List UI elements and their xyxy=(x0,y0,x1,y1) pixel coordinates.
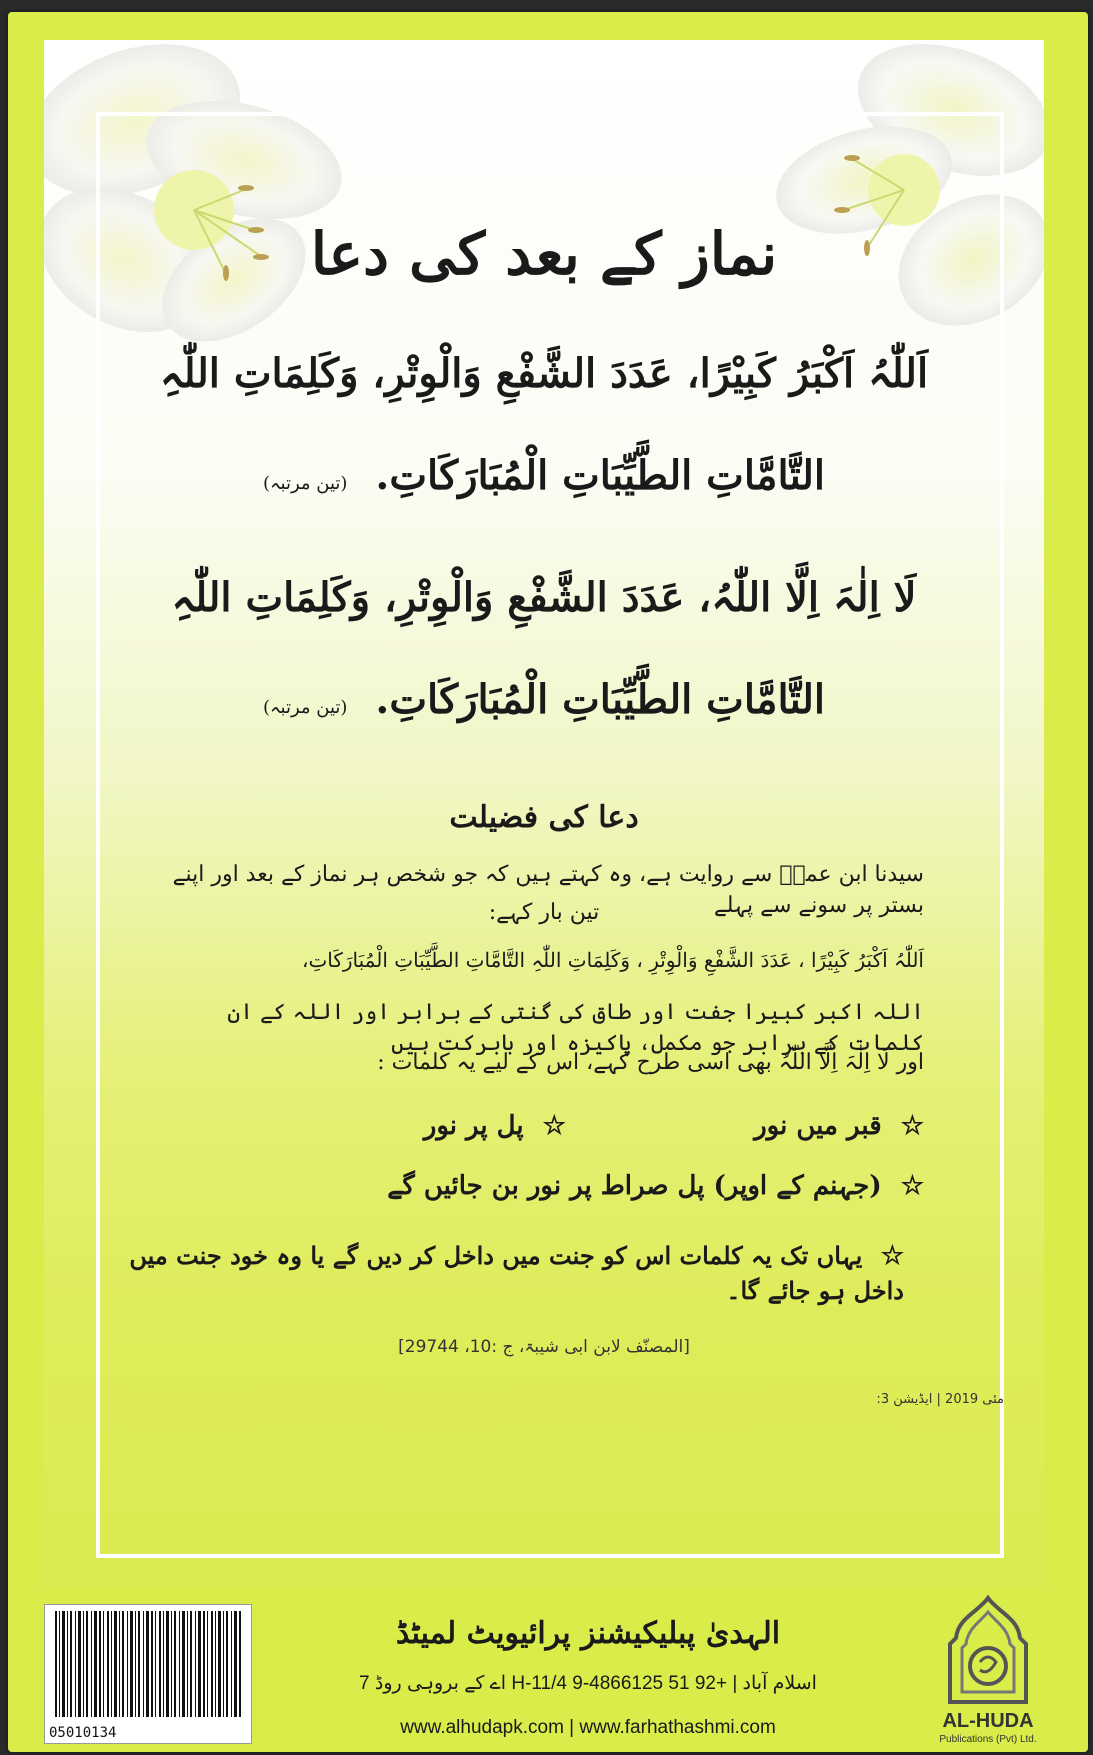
dua-2-times: (تین مرتبہ) xyxy=(262,697,348,718)
edition-label: مئی 2019 | ایڈیشن 3: xyxy=(876,1392,1004,1407)
publisher-name: الہدیٰ پبلیکیشنز پرائیویٹ لمیٹڈ xyxy=(395,1616,781,1651)
bullet-3: (جہنم کے اوپر) پل صراط پر نور بن جائیں گے xyxy=(387,1171,882,1201)
bullet-row-1 xyxy=(164,1108,924,1144)
virtue-para-2: اللہ اکبر کبیرا جفت اور طاق کی گنتی کے برابر اور اللہ کے ان کلمات کے برابر جو مکمل، پاکیزہ اور بابرکت ہیں xyxy=(227,1000,924,1056)
virtue-arabic: اَللّٰہُ اَکْبَرُ کَبِیْرًا ، عَدَدَ الشَّفْعِ وَالْوِتْرِ ، وَکَلِمَاتِ اللّٰہِ التَّامَّاتِ الطَّیِّبَاتِ الْمُبَارَکَاتِ، xyxy=(302,948,924,972)
virtue-para-1: سیدنا ابن عمرؓ سے روایت ہے، وہ کہتے ہیں کہ جو شخص ہر نماز کے بعد اور اپنے بستر پر سونے سے پہلے xyxy=(172,862,924,918)
reference: [المصنّف لابن ابی شیبۃ، ج :10، 29744] xyxy=(398,1337,690,1357)
virtue-para-3: اور لَا اِلٰہَ اِلَّا اللّٰہُ بھی اسی طرح کہے، اس کے لیے یہ کلمات : xyxy=(377,1050,924,1075)
virtue-heading: دعا کی فضیلت xyxy=(449,800,639,835)
dua-1-line-1: اَللّٰہُ اَکْبَرُ کَبِیْرًا، عَدَدَ الشَّفْعِ وَالْوِتْرِ، وَکَلِمَاتِ اللّٰہِ xyxy=(159,350,929,397)
star-icon: ☆ xyxy=(542,1111,566,1141)
publisher-address: 7 اے کے بروہی روڈ H-11/4 اسلام آباد | +92 51 4866125-9 xyxy=(359,1673,817,1694)
page-title: نماز کے بعد کی دعا xyxy=(310,220,778,288)
bullet-row-2 xyxy=(164,1168,924,1204)
dua-2-line-2-text: التَّامَّاتِ الطَّیِّبَاتِ الْمُبَارَکَاتِ. xyxy=(375,676,825,723)
barcode-number: 05010134 xyxy=(49,1725,117,1741)
barcode-bars-icon xyxy=(53,1611,243,1717)
star-icon: ☆ xyxy=(900,1111,924,1141)
bullet-row-3 xyxy=(84,1238,904,1308)
dua-1-line-2 xyxy=(124,452,964,500)
bullet-1: قبر میں نور xyxy=(754,1111,882,1141)
card xyxy=(8,12,1088,1752)
logo-text: AL-HUDA xyxy=(942,1710,1034,1732)
logo-subtext: Publications (Pvt) Ltd. xyxy=(939,1734,1037,1745)
dua-2-line-2 xyxy=(124,676,964,724)
al-huda-emblem-icon xyxy=(928,1592,1048,1708)
star-icon: ☆ xyxy=(900,1171,924,1201)
content-panel xyxy=(44,40,1044,1588)
dua-2-line-1: لَا اِلٰہَ اِلَّا اللّٰہُ، عَدَدَ الشَّفْعِ وَالْوِتْرِ، وَکَلِمَاتِ اللّٰہِ xyxy=(171,574,917,621)
dua-1-line-2-text: التَّامَّاتِ الطَّیِّبَاتِ الْمُبَارَکَاتِ. xyxy=(375,452,825,499)
al-huda-logo xyxy=(928,1592,1048,1752)
barcode xyxy=(44,1604,252,1744)
publisher-websites: www.alhudapk.com | www.farhathashmi.com xyxy=(400,1717,776,1738)
bullet-2: پل پر نور xyxy=(423,1111,524,1141)
virtue-para-1b: تین بار کہے: xyxy=(488,900,600,925)
dua-1-times: (تین مرتبہ) xyxy=(262,473,348,494)
star-icon: ☆ xyxy=(880,1241,904,1271)
bullet-4: یہاں تک یہ کلمات اس کو جنت میں داخل کر دیں گے یا وہ خود جنت میں داخل ہو جائے گا۔ xyxy=(129,1241,904,1306)
